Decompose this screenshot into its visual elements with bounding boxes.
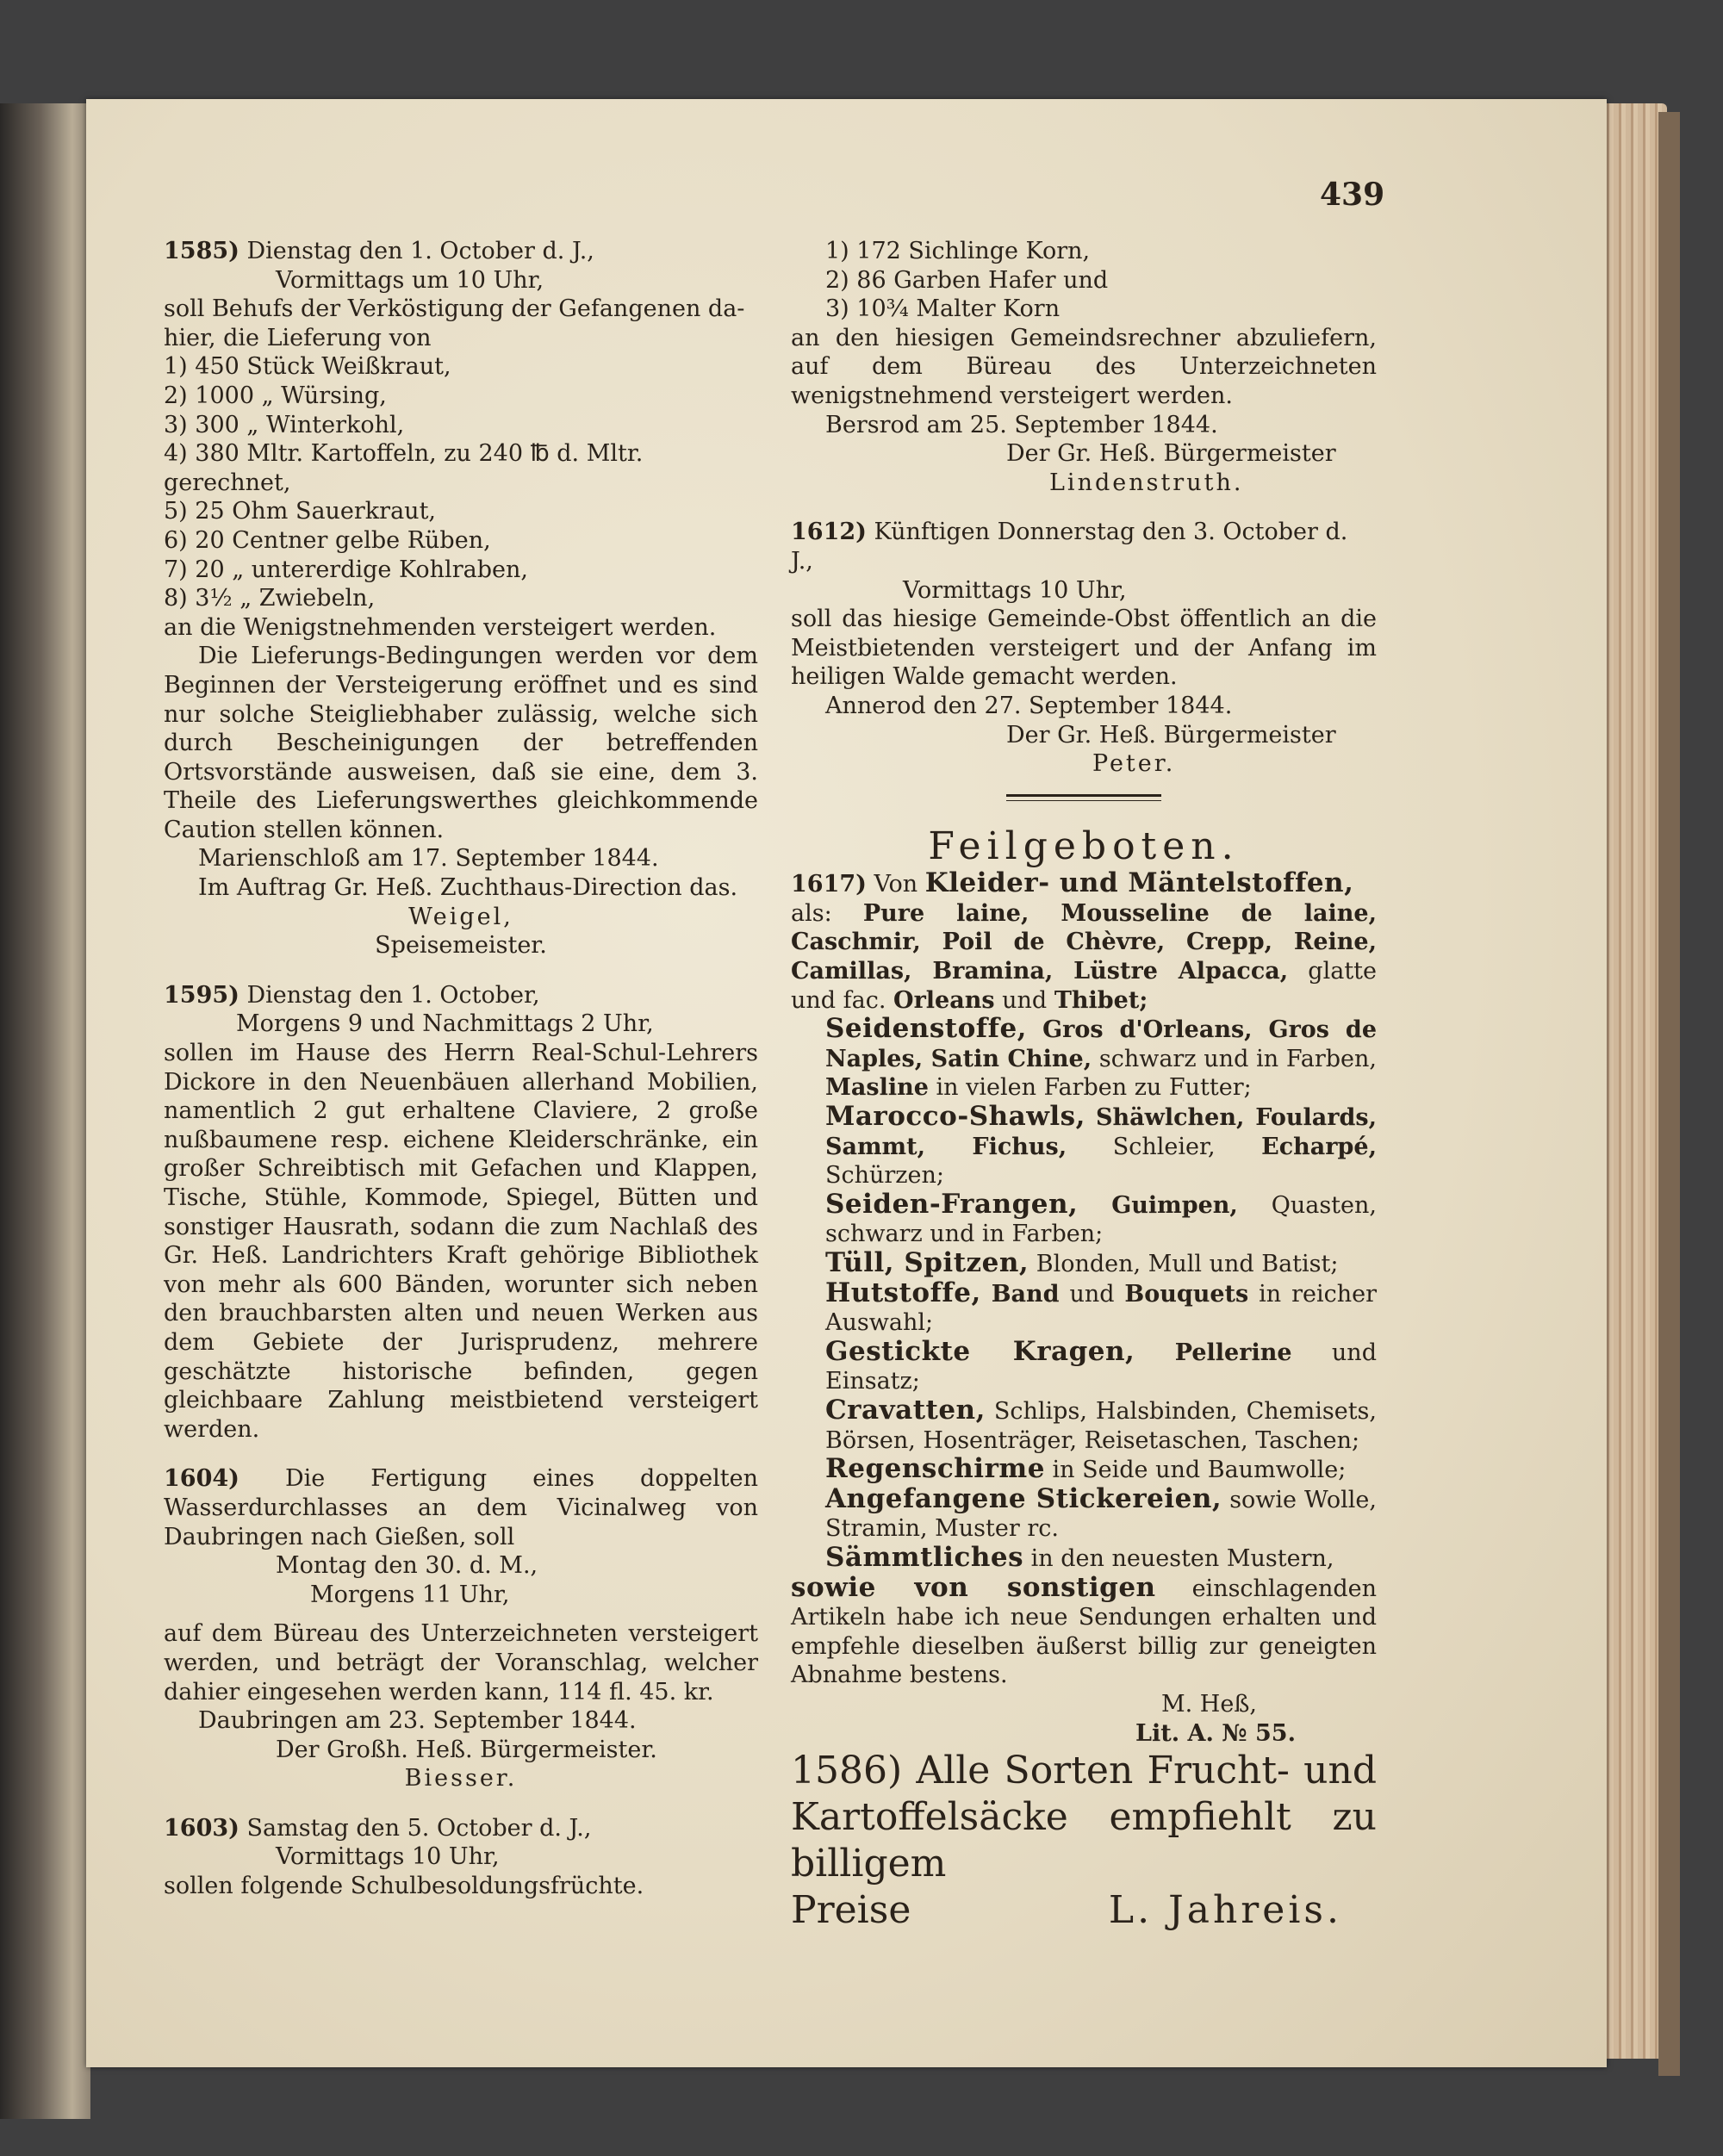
text-fragment: und Einsatz; <box>825 1339 1377 1395</box>
text-fragment: Bouquets <box>1124 1280 1249 1308</box>
text-fragment: Schleier, <box>1112 1133 1216 1160</box>
text-fragment: und <box>1069 1280 1115 1308</box>
list-item: 1) 450 Stück Weißkraut, <box>164 353 451 381</box>
conditions-text: Die Lieferungs-Bedingungen werden vor dem Beginnen der Versteigerung eröffnet und es sind nur solche Steigliebhaber zulässig, welche sich durch Bescheinigungen der betreffenden Ortsvorstände ausweisen, daß sie eine, dem 3. Theile des Lieferungswerthes gleichkommende Caution stellen können. <box>164 643 758 843</box>
list-item: 8) 3½ „ Zwiebeln, <box>164 585 376 612</box>
signature-name: Weigel, <box>408 903 513 930</box>
text-fragment: Pure laine, Mousseline de laine, Caschmir, Poil de Chèvre, Crepp, Reine, Camillas, Bramina, Lüstre Alpacca, <box>791 899 1377 985</box>
signature-name: Biesser. <box>404 1765 518 1793</box>
signature-title: Speisemeister. <box>375 932 547 960</box>
text-fragment: in Seide und Baumwolle; <box>1052 1457 1347 1484</box>
text-line: hier, die Lieferung von <box>164 324 432 351</box>
signature-name: L. Jahreis. <box>1108 1888 1342 1933</box>
notice-body: auf dem Büreau des Unterzeichneten versteigert werden, und beträgt der Voranschlag, welcher dahier eingesehen werden kann, 114 fl. 45. kr. <box>164 1620 758 1706</box>
notice-body: sollen folgende Schulbesoldungsfrüchte. <box>164 1873 644 1900</box>
signature-name: Peter. <box>1092 750 1176 778</box>
text-fragment: schwarz und in Farben, <box>1098 1045 1377 1072</box>
notice-number: 1585) <box>164 238 239 264</box>
text-line: an die Wenigstnehmenden versteigert werden. <box>164 613 717 641</box>
advertisement-1617 <box>791 869 1377 1748</box>
place-date: Marienschloß am 17. September 1844. <box>198 845 659 873</box>
text-fragment: Masline <box>825 1074 929 1102</box>
text-fragment: Von <box>874 871 918 898</box>
notice-number: 1612) <box>791 519 867 546</box>
notice-time: Vormittags 10 Uhr, <box>903 576 1127 604</box>
product-keyword: sowie von sonstigen <box>791 1571 1156 1603</box>
text-fragment: sowie Wolle, Stramin, Muster rc. <box>825 1486 1377 1543</box>
list-item: 3) 300 „ Winterkohl, <box>164 411 405 438</box>
text-line: soll Behufs der Verköstigung der Gefangenen da- <box>164 295 745 323</box>
text-fragment: in reicher Auswahl; <box>825 1280 1377 1337</box>
list-item: 2) 1000 „ Würsing, <box>164 382 387 409</box>
list-item: 1) 172 Sichlinge Korn, <box>825 238 1091 264</box>
text-fragment: glatte und fac. <box>791 958 1377 1014</box>
notice-time: Morgens 11 Uhr, <box>310 1581 510 1608</box>
notice-body: Die Fertigung eines doppelten Wasserdurchlasses an dem Vicinalweg von Daubringen nach Gießen, soll <box>164 1465 758 1550</box>
notice-1585 <box>164 237 758 960</box>
product-keyword: Marocco-Shawls, <box>825 1101 1085 1133</box>
text-fragment: Gros d'Orleans, Gros de Naples, Satin Chine, <box>825 1016 1377 1072</box>
notice-body: sollen im Hause des Herrn Real-Schul-Lehrers Dickore in den Neuenbäuen allerhand Mobilien, namentlich 2 gut erhaltene Claviere, 2 große nußbaumene resp. eichene Kleiderschränke, ein großer Schreibtisch mit Gefachen und Klappen, Tische, Stühle, Kommode, Spiegel, Bütten und sonstiger Hausrath, sodann die zum Nachlaß des Gr. Heß. Landrichters Kraft gehörige Bibliothek von mehr als 600 Bänden, worunter sich neben den brauchbarsten alten und neuen Werken aus dem Gebiete der Jurisprudenz, mehrere geschätzte historische befinden, gegen gleichbaare Zahlung meistbietend versteigert werden. <box>164 1040 758 1443</box>
advert-text: Alle Sorten Frucht- und Kartoffelsäcke empfiehlt zu billigem <box>791 1749 1377 1886</box>
text-fragment: Schürzen; <box>825 1162 944 1190</box>
signature-name: M. Heß, <box>1161 1690 1257 1718</box>
text-fragment: und <box>1002 986 1048 1014</box>
product-keyword: Cravatten, <box>825 1394 986 1426</box>
notice-number: 1617) <box>791 871 867 898</box>
product-keyword: Gestickte Kragen, <box>825 1335 1135 1367</box>
product-keyword: Tüll, Spitzen, <box>825 1247 1029 1278</box>
text-fragment: Shäwlchen, Foulards, Sammt, Fichus, <box>825 1104 1377 1160</box>
place-date: Bersrod am 25. September 1844. <box>825 411 1218 438</box>
notice-number: 1604) <box>164 1465 239 1493</box>
text-fragment: Orleans <box>893 986 995 1014</box>
text-fragment: Echarpé, <box>1261 1133 1377 1160</box>
advertisement-1586 <box>791 1748 1377 1934</box>
notice-1603 <box>164 1814 758 1901</box>
section-heading: Feilgeboten. <box>928 823 1240 868</box>
section-divider <box>1006 794 1161 801</box>
text-fragment: Thibet; <box>1054 986 1148 1014</box>
signature-line: Der Großh. Heß. Bürgermeister. <box>276 1736 657 1763</box>
product-keyword: Regenschirme <box>825 1453 1045 1485</box>
product-keyword: Seidenstoffe, <box>825 1013 1027 1045</box>
list-item: 7) 20 „ untererdige Kohlraben, <box>164 556 528 583</box>
right-column <box>791 237 1377 1934</box>
book-cover-edge <box>1658 112 1680 2076</box>
notice-body: an den hiesigen Gemeindsrechner abzuliefern, auf dem Büreau des Unterzeichneten wenigstnehmend versteigert werden. <box>791 324 1377 409</box>
left-column <box>164 237 758 1901</box>
notice-date: Montag den 30. d. M., <box>276 1552 538 1580</box>
text-fragment: einschlagenden Artikeln habe ich neue Sendungen erhalten und empfehle dieselben äußerst billig zur geneigten Abnahme bestens. <box>791 1575 1377 1689</box>
text-fragment: als: <box>791 899 832 927</box>
product-keyword: Angefangene Stickereien, <box>825 1482 1222 1514</box>
notice-date: Künftigen Donnerstag den 3. October d. J., <box>791 519 1348 575</box>
place-date: Annerod den 27. September 1844. <box>825 692 1233 719</box>
text-fragment: Schlips, Halsbinden, Chemisets, Börsen, Hosenträger, Reisetaschen, Taschen; <box>825 1397 1377 1454</box>
notice-body: soll das hiesige Gemeinde-Obst öffentlich an die Meistbietenden versteigert und der Anfang im heiligen Walde gemacht werden. <box>791 606 1377 691</box>
product-keyword: Kleider- und Mäntelstoffen, <box>924 867 1354 899</box>
notice-1604 <box>164 1464 758 1793</box>
text-fragment: Guimpen, <box>1111 1191 1238 1219</box>
notice-date: Dienstag den 1. October, <box>246 981 540 1009</box>
address: Lit. A. № 55. <box>1135 1719 1296 1747</box>
signature-line: Im Auftrag Gr. Heß. Zuchthaus-Direction das. <box>198 874 738 902</box>
notice-date: Samstag den 5. October d. J., <box>246 1814 592 1842</box>
notice-1603-continued <box>791 237 1377 497</box>
text-fragment: Blonden, Mull und Batist; <box>1036 1251 1339 1277</box>
signature-line: Der Gr. Heß. Bürgermeister <box>1006 440 1336 468</box>
list-item: 5) 25 Ohm Sauerkraut, <box>164 498 436 525</box>
notice-1595 <box>164 981 758 1445</box>
list-item: 3) 10¾ Malter Korn <box>825 295 1061 323</box>
text-fragment: Quasten, schwarz und in Farben; <box>825 1191 1377 1248</box>
list-item: 6) 20 Centner gelbe Rüben, <box>164 526 491 554</box>
left-book-edge <box>0 103 90 2119</box>
notice-time: Morgens 9 und Nachmittags 2 Uhr, <box>236 1010 654 1038</box>
notice-time: Vormittags 10 Uhr, <box>276 1843 500 1871</box>
page-number: 439 <box>1320 177 1385 213</box>
notice-time: Vormittags um 10 Uhr, <box>276 266 544 294</box>
product-keyword: Seiden-Frangen, <box>825 1188 1079 1220</box>
notice-number: 1603) <box>164 1814 239 1842</box>
notice-number: 1595) <box>164 981 239 1009</box>
notice-number: 1586) <box>791 1749 903 1793</box>
list-item: 2) 86 Garben Hafer und <box>825 266 1109 294</box>
text-fragment: in vielen Farben zu Futter; <box>936 1074 1252 1102</box>
place-date: Daubringen am 23. September 1844. <box>198 1707 637 1735</box>
list-item: 4) 380 Mltr. Kartoffeln, zu 240 ℔ d. Mltr. gerechnet, <box>164 440 644 496</box>
text-fragment: Band <box>991 1280 1060 1308</box>
notice-1612 <box>791 518 1377 778</box>
signature-line: Der Gr. Heß. Bürgermeister <box>1006 721 1336 749</box>
signature-name: Lindenstruth. <box>1049 469 1244 496</box>
text-fragment: in den neuesten Mustern, <box>1030 1544 1334 1572</box>
text-fragment: Pellerine <box>1174 1339 1292 1366</box>
product-keyword: Sämmtliches <box>825 1541 1024 1573</box>
advert-text: Preise <box>791 1888 911 1933</box>
product-keyword: Hutstoffe, <box>825 1277 981 1308</box>
notice-date: Dienstag den 1. October d. J., <box>246 238 594 264</box>
